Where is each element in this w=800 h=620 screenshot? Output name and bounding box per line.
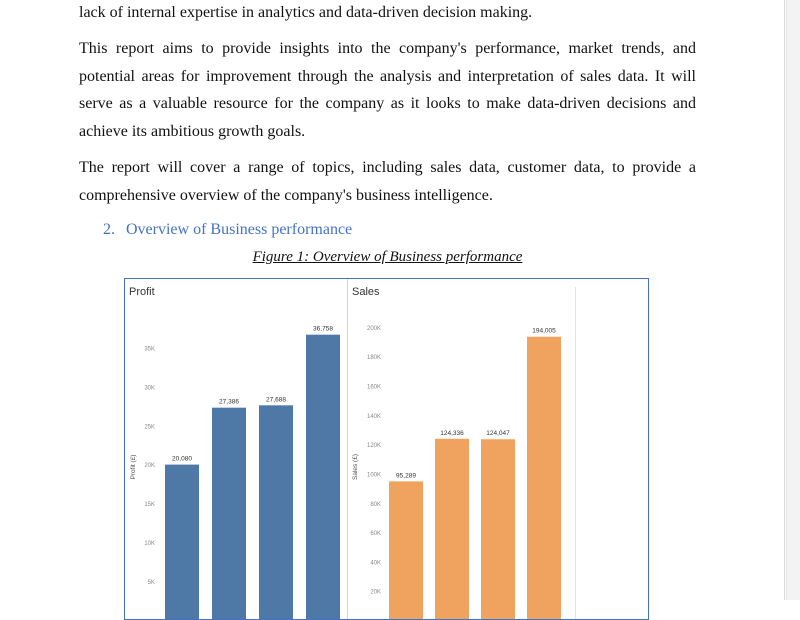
figure-caption: Figure 1: Overview of Business performance	[252, 249, 523, 265]
bar	[481, 439, 515, 619]
y-tick-label: 40K	[370, 560, 381, 567]
page-edge	[784, 0, 785, 600]
data-label: 27,386	[219, 398, 239, 406]
y-tick-label: 20K	[370, 589, 381, 596]
y-tick-label: 120K	[366, 443, 381, 450]
data-label: 20,080	[172, 455, 192, 463]
y-tick-label: 15K	[144, 502, 155, 509]
y-axis-label: Profit (£)	[130, 454, 137, 480]
bar	[527, 337, 561, 619]
bar	[389, 481, 423, 619]
bar	[165, 465, 199, 619]
bar	[306, 335, 340, 619]
y-tick-label: 160K	[366, 384, 381, 391]
section-heading	[103, 221, 352, 239]
y-tick-label: 80K	[370, 501, 381, 508]
paragraph-1: lack of internal expertise in analytics and data-driven decision making.	[79, 4, 533, 21]
paragraph-2: This report aims to provide insights into the company's performance, market trends, and potential areas for improvement through the analysis and interpretation of sales data. It will serve as a valuable resource for the company as it looks to make data-driven decisions and achieve its ambitious growth goals.	[79, 40, 696, 140]
vertical-scrollbar[interactable]	[786, 0, 800, 600]
chart-title: Sales	[352, 286, 380, 298]
data-label: 36,758	[313, 325, 333, 333]
y-tick-label: 20K	[144, 463, 155, 470]
y-tick-label: 35K	[144, 346, 155, 353]
data-label: 95,289	[396, 472, 416, 480]
bar	[259, 405, 293, 619]
chart-canvas	[125, 279, 648, 619]
y-tick-label: 140K	[366, 413, 381, 420]
y-axis-label: Sales (£)	[352, 453, 359, 481]
embedded-chart[interactable]	[124, 278, 649, 620]
data-label: 194,005	[532, 327, 556, 335]
bar	[435, 439, 469, 619]
data-label: 124,047	[486, 430, 510, 438]
y-tick-label: 5K	[147, 580, 155, 587]
paragraph-3: The report will cover a range of topics, including sales data, customer data, to provide a comprehensive overview of the company's business intelligence.	[79, 159, 696, 204]
y-tick-label: 180K	[366, 355, 381, 362]
y-tick-label: 200K	[366, 325, 381, 332]
chart-title: Profit	[129, 286, 155, 298]
y-tick-label: 60K	[370, 531, 381, 538]
data-label: 124,336	[440, 429, 464, 437]
y-tick-label: 25K	[144, 424, 155, 431]
section-number: 2.	[103, 221, 115, 238]
bar	[212, 408, 246, 619]
y-tick-label: 30K	[144, 385, 155, 392]
section-title: Overview of Business performance	[126, 221, 353, 238]
y-tick-label: 10K	[144, 541, 155, 548]
data-label: 27,688	[266, 396, 286, 404]
y-tick-label: 100K	[366, 472, 381, 479]
